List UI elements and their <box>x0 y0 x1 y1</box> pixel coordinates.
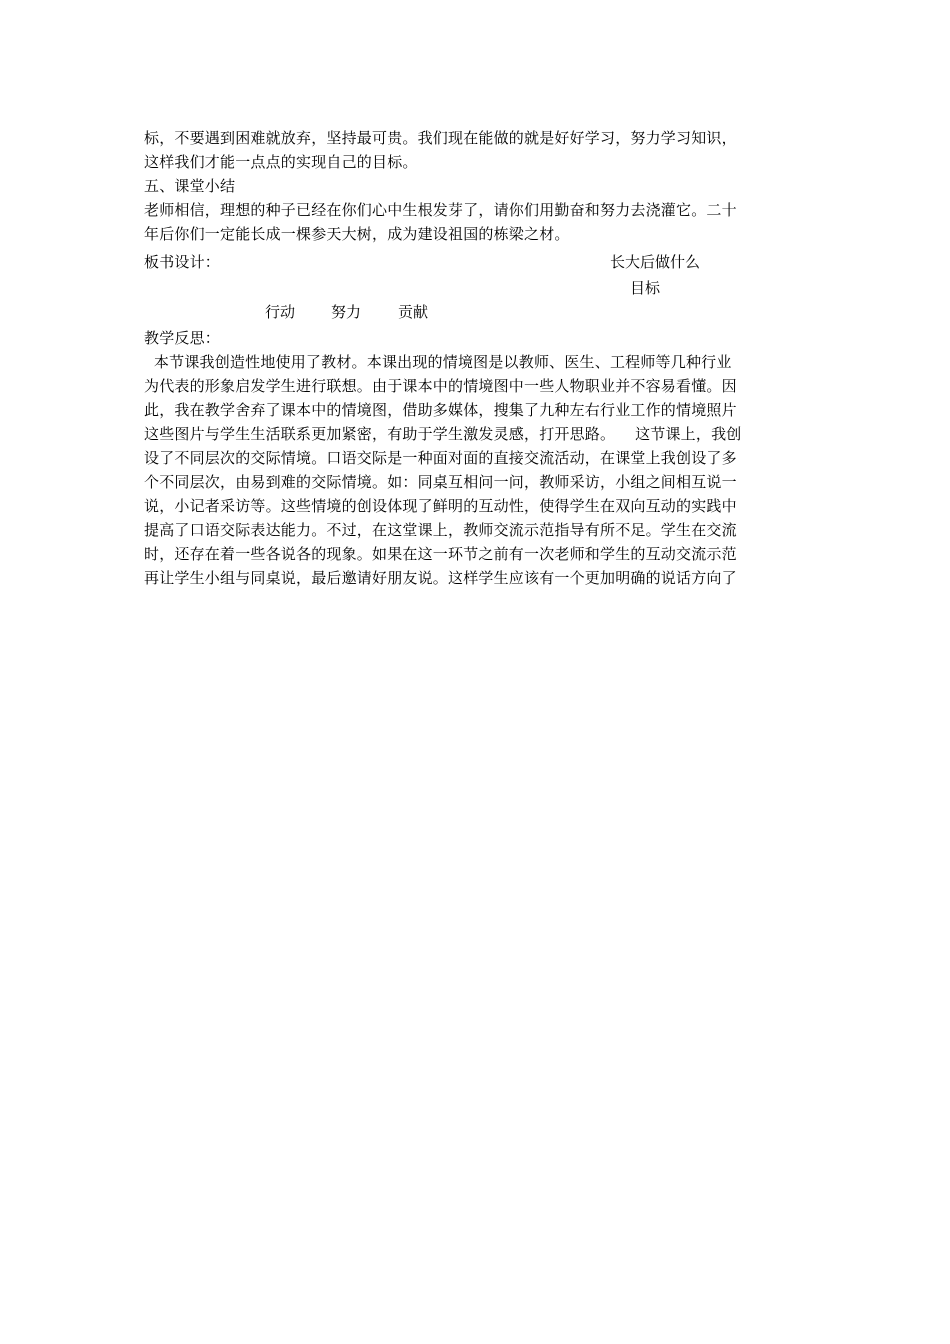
paragraph-line: 为代表的形象启发学生进行联想。由于课本中的情境图中一些人物职业并不容易看懂。因 <box>144 377 737 395</box>
board-design-goal: 目标 <box>630 279 661 297</box>
paragraph-line: 再让学生小组与同桌说，最后邀请好朋友说。这样学生应该有一个更加明确的说话方向了 <box>144 569 737 587</box>
paragraph-line: 这样我们才能一点点的实现自己的目标。 <box>144 153 418 171</box>
board-design-item-effort: 努力 <box>331 303 362 321</box>
paragraph-line: 说，小记者采访等。这些情境的创设体现了鲜明的互动性，使得学生在双向互动的实践中 <box>144 497 737 515</box>
section-heading: 五、课堂小结 <box>144 177 236 195</box>
board-design-title: 长大后做什么 <box>610 253 701 271</box>
paragraph-line: 提高了口语交际表达能力。不过，在这堂课上，教师交流示范指导有所不足。学生在交流 <box>144 521 737 539</box>
paragraph-line: 年后你们一定能长成一棵参天大树，成为建设祖国的栋梁之材。 <box>144 225 570 243</box>
reflection-heading: 教学反思： <box>144 329 221 347</box>
paragraph-line: 本节课我创造性地使用了教材。本课出现的情境图是以教师、医生、工程师等几种行业 <box>144 353 732 371</box>
board-design-item-contribution: 贡献 <box>398 303 429 321</box>
paragraph-line: 标，不要遇到困难就放弃，坚持最可贵。我们现在能做的就是好好学习，努力学习知识， <box>144 129 737 147</box>
paragraph-line: 此，我在教学舍弃了课本中的情境图，借助多媒体，搜集了九种左右行业工作的情境照片 <box>144 401 737 419</box>
paragraph-line: 个不同层次，由易到难的交际情境。如：同桌互相问一问，教师采访，小组之间相互说一 <box>144 473 737 491</box>
board-design-item-action: 行动 <box>265 303 296 321</box>
paragraph-line: 时，还存在着一些各说各的现象。如果在这一环节之前有一次老师和学生的互动交流示范 <box>144 545 737 563</box>
board-design-label: 板书设计： <box>144 253 221 271</box>
paragraph-line: 老师相信，理想的种子已经在你们心中生根发芽了，请你们用勤奋和努力去浇灌它。二十 <box>144 201 737 219</box>
paragraph-line: 这些图片与学生生活联系更加紧密，有助于学生激发灵感，打开思路。 这节课上，我创 <box>144 425 742 443</box>
paragraph-line: 设了不同层次的交际情境。口语交际是一种面对面的直接交流活动，在课堂上我创设了多 <box>144 449 737 467</box>
